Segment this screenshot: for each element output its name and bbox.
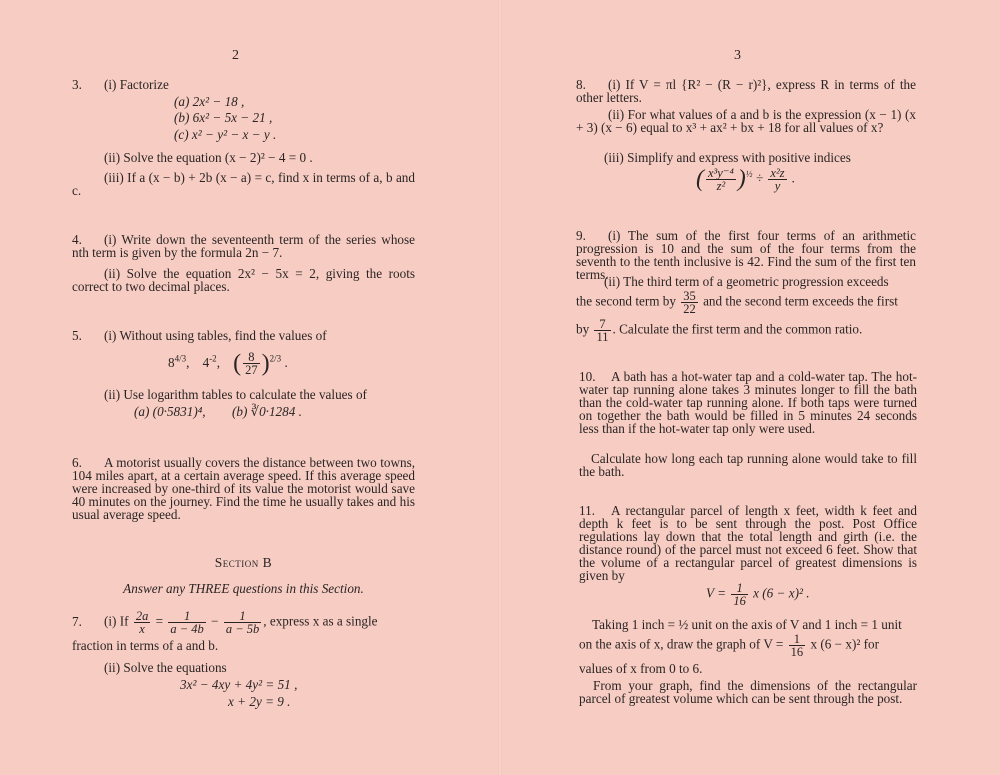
q5-part-i: (i) Without using tables, find the values of bbox=[104, 328, 327, 343]
question-4 bbox=[72, 233, 415, 259]
question-7: 7. (i) If $\frac{2a}{x}$ = $\frac{1}{a - 4b}$ − $\frac{1}{a - 5b}$ , express x as a single bbox=[72, 609, 378, 636]
q4-part-ii: (ii) Solve the equation 2x² − 5x = 2, giving the roots correct to two decimal places. bbox=[72, 266, 415, 294]
q5-part-b: (b) ∛0·1284 . bbox=[232, 404, 302, 419]
page-number: 3 bbox=[734, 48, 741, 63]
q7-part-ii: (ii) Solve the equations bbox=[104, 660, 227, 675]
q5-part-a: (a) (0·5831)⁴, bbox=[134, 404, 206, 419]
question-number: 3. bbox=[72, 77, 82, 92]
section-heading: Section B bbox=[214, 555, 273, 570]
question-number: 7. bbox=[72, 613, 82, 629]
q3-part-ii: (ii) Solve the equation (x − 2)² − 4 = 0 . bbox=[104, 150, 313, 165]
section-instruction: Answer any THREE questions in this Section. bbox=[123, 581, 364, 596]
question-number: 4. bbox=[72, 232, 82, 247]
question-10 bbox=[579, 370, 917, 435]
q5-values bbox=[168, 350, 288, 377]
q4-part-i: (i) Write down the seventeenth term of the series whose nth term is given by the formula 2n − 7. bbox=[72, 232, 415, 260]
q10-text: A bath has a hot-water tap and a cold-water tap. The hot-water tap running alone takes 3 minutes longer to fill the bath than the cold-water tap running alone. If both taps were turned on together the bath would be filled in 5 minutes 24 seconds less than if the hot-water tap only were used. bbox=[579, 369, 917, 436]
q7-equation-2: x + 2y = 9 . bbox=[228, 694, 291, 709]
right-page bbox=[500, 0, 1000, 775]
q3-part-a: (a) 2x² − 18 , bbox=[174, 94, 245, 109]
q3-part-i: (i) Factorize bbox=[104, 77, 169, 92]
question-5 bbox=[72, 329, 417, 342]
q3-part-b: (b) 6x² − 5x − 21 , bbox=[174, 110, 273, 125]
q5-value-2: $4^{-2}$, bbox=[202, 353, 220, 370]
q5-value-1: $8^{4/3}$, bbox=[168, 353, 190, 370]
q9-part-ii: (ii) The third term of a geometric progression exceeds bbox=[604, 274, 889, 289]
question-number: 10. bbox=[579, 369, 596, 384]
question-number: 5. bbox=[72, 328, 82, 343]
q7-part-i-continued: fraction in terms of a and b. bbox=[72, 638, 219, 653]
q9-part-ii-line3: by $\frac{7}{11}$ . Calculate the first term and the common ratio. bbox=[576, 317, 863, 344]
q5-part-ii: (ii) Use logarithm tables to calculate the values of bbox=[104, 387, 367, 402]
question-3 bbox=[72, 78, 417, 91]
question-number: 11. bbox=[579, 503, 595, 518]
q11-scale: Taking 1 inch = ½ unit on the axis of V and 1 inch = 1 unit bbox=[592, 617, 902, 632]
q9-part-i: (i) The sum of the first four terms of an arithmetic progression is 10 and the sum of the four terms from the seventh to the tenth inclusive is 42. Find the sum of the first ten terms. bbox=[576, 228, 916, 282]
q11-text: A rectangular parcel of length x feet, width k feet and depth k feet is to be sent through the post. Post Office regulations lay down that the total length and girth (i.e. the distance round) of the parcel must not exceed 6 feet. Show that the volume of a rectangular parcel of greatest dimensions is given by bbox=[579, 503, 917, 583]
q9-part-ii-line2: the second term by $\frac{35}{22}$ and the second term exceeds the first bbox=[576, 289, 898, 316]
q11-final: From your graph, find the dimensions of the rectangular parcel of greatest volume which can be sent through the post. bbox=[579, 678, 917, 706]
q8-part-iii: (iii) Simplify and express with positive indices bbox=[604, 150, 851, 165]
question-number: 9. bbox=[576, 228, 586, 243]
q11-values: values of x from 0 to 6. bbox=[579, 661, 703, 676]
question-11 bbox=[579, 504, 917, 582]
q6-text: A motorist usually covers the distance between two towns, 104 miles apart, at a certain average speed. If this average speed were increased by one-third of its value the motorist would save 40 minutes on the journey. Find the time he usually takes and his usual average speed. bbox=[72, 455, 415, 522]
question-number: 6. bbox=[72, 455, 82, 470]
q8-expression: ( $\frac{\text{x³y⁻⁴}}{\text{z²}}$ )$^{\frac{1}{2}}$ ÷ $\frac{\text{x²z}}{y}$ . bbox=[696, 166, 796, 193]
q10-text-2: Calculate how long each tap running alone would take to fill the bath. bbox=[579, 451, 917, 479]
page-number: 2 bbox=[232, 48, 239, 63]
q3-part-c: (c) x² − y² − x − y . bbox=[174, 127, 277, 142]
q11-graph-instruction: on the axis of x, draw the graph of V = $\frac{1}{16}$ x (6 − x)² for bbox=[579, 632, 879, 659]
q7-equation-1: 3x² − 4xy + 4y² = 51 , bbox=[180, 677, 298, 692]
question-8 bbox=[576, 78, 916, 104]
q8-part-i: (i) If V = πl {R² − (R − r)²}, express R in terms of the other letters. bbox=[576, 77, 916, 105]
question-number: 8. bbox=[576, 77, 586, 92]
question-6 bbox=[72, 456, 415, 521]
q5-value-3: ( $\frac{8}{27}$ )$^{2/3}$ . bbox=[233, 350, 288, 377]
q8-part-ii: (ii) For what values of a and b is the expression (x − 1) (x + 3) (x − 6) equal to x³ + ax² + bx + 18 for all values of x? bbox=[576, 107, 916, 135]
q3-part-iii: (iii) If a (x − b) + 2b (x − a) = c, find x in terms of a, b and c. bbox=[72, 170, 415, 198]
q11-formula: V = $\frac{1}{16}$ x (6 − x)² . bbox=[706, 581, 810, 608]
